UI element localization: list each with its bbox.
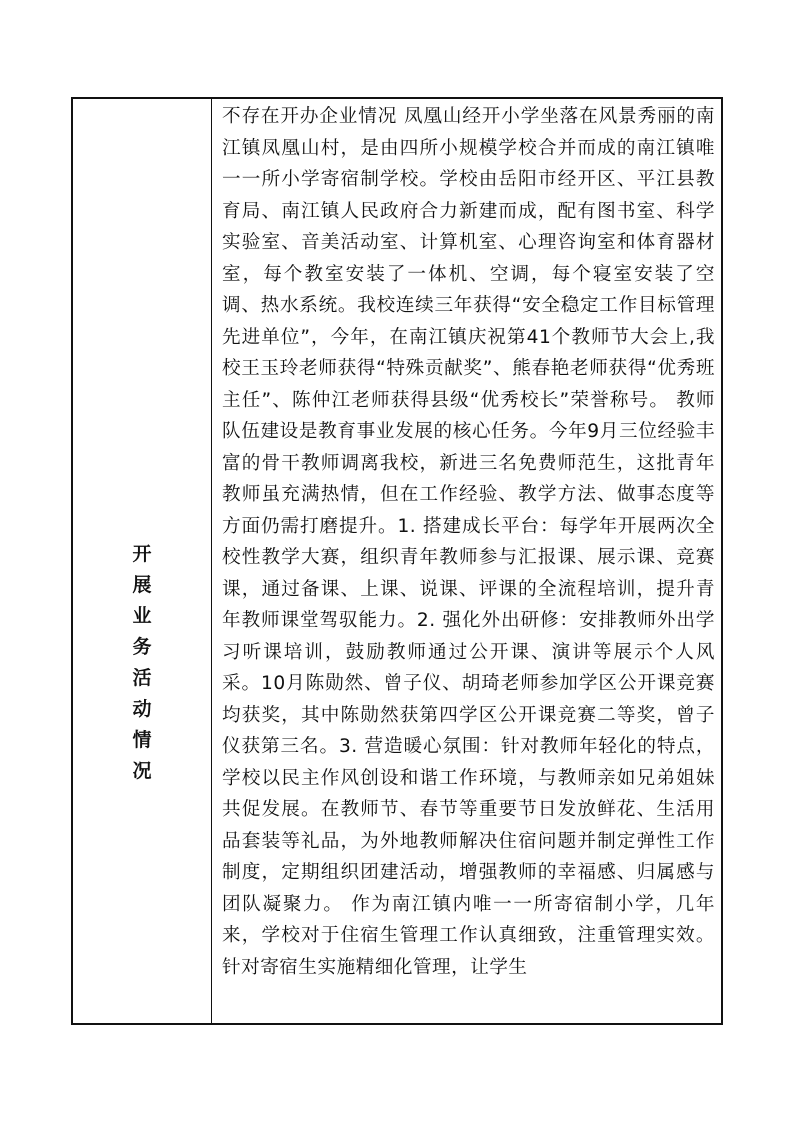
section-label-char: 业	[132, 605, 152, 627]
section-label-cell	[73, 99, 212, 1023]
section-label-char: 况	[132, 760, 152, 782]
section-label-char: 展	[132, 574, 152, 596]
section-content-cell	[212, 99, 721, 1023]
section-label-char: 情	[132, 729, 152, 751]
section-label	[73, 539, 211, 787]
section-label-char: 务	[132, 636, 152, 658]
section-content-text: 不存在开办企业情况 凤凰山经开小学坐落在风景秀丽的南江镇凤凰山村，是由四所小规模学校合并而成的南江镇唯一一所小学寄宿制学校。学校由岳阳市经开区、平江县教育局、南江镇人民政府合力新建而成，配有图书室、科学实验室、音美活动室、计算机室、心理咨询室和体育器材室，每个教室安装了一体机、空调，每个寝室安装了空调、热水系统。我校连续三年获得“安全稳定工作目标管理先进单位”，今年，在南江镇庆祝第41个教师节大会上,我校王玉玲老师获得“特殊贡献奖”、熊春艳老师获得“优秀班主任”、陈仲江老师获得县级“优秀校长”荣誉称号。 教师队伍建设是教育事业发展的核心任务。今年9月三位经验丰富的骨干教师调离我校，新进三名免费师范生，这批青年教师虽充满热情，但在工作经验、教学方法、做事态度等方面仍需打磨提升。1. 搭建成长平台：每学年开展两次全校性教学大赛，组织青年教师参与汇报课、展示课、竞赛课，通过备课、上课、说课、评课的全流程培训，提升青年教师课堂驾驭能力。2. 强化外出研修：安排教师外出学习听课培训，鼓励教师通过公开课、演讲等展示个人风采。10月陈勋然、曾子仪、胡琦老师参加学区公开课竞赛均获奖，其中陈勋然获第四学区公开课竞赛二等奖，曾子仪获第三名。3. 营造暖心氛围：针对教师年轻化的特点，学校以民主作风创设和谐工作环境，与教师亲如兄弟姐妹共促发展。在教师节、春节等重要节日发放鲜花、生活用品套装等礼品，为外地教师解决住宿问题并制定弹性工作制度，定期组织团建活动，增强教师的幸福感、归属感与团队凝聚力。 作为南江镇内唯一一所寄宿制小学，几年来，学校对于住宿生管理工作认真细致，注重管理实效。针对寄宿生实施精细化管理，让学生	[222, 106, 715, 978]
section-label-char: 活	[132, 667, 152, 689]
activity-report-table	[71, 97, 723, 1025]
section-label-char: 开	[132, 543, 152, 565]
section-label-char: 动	[132, 698, 152, 720]
